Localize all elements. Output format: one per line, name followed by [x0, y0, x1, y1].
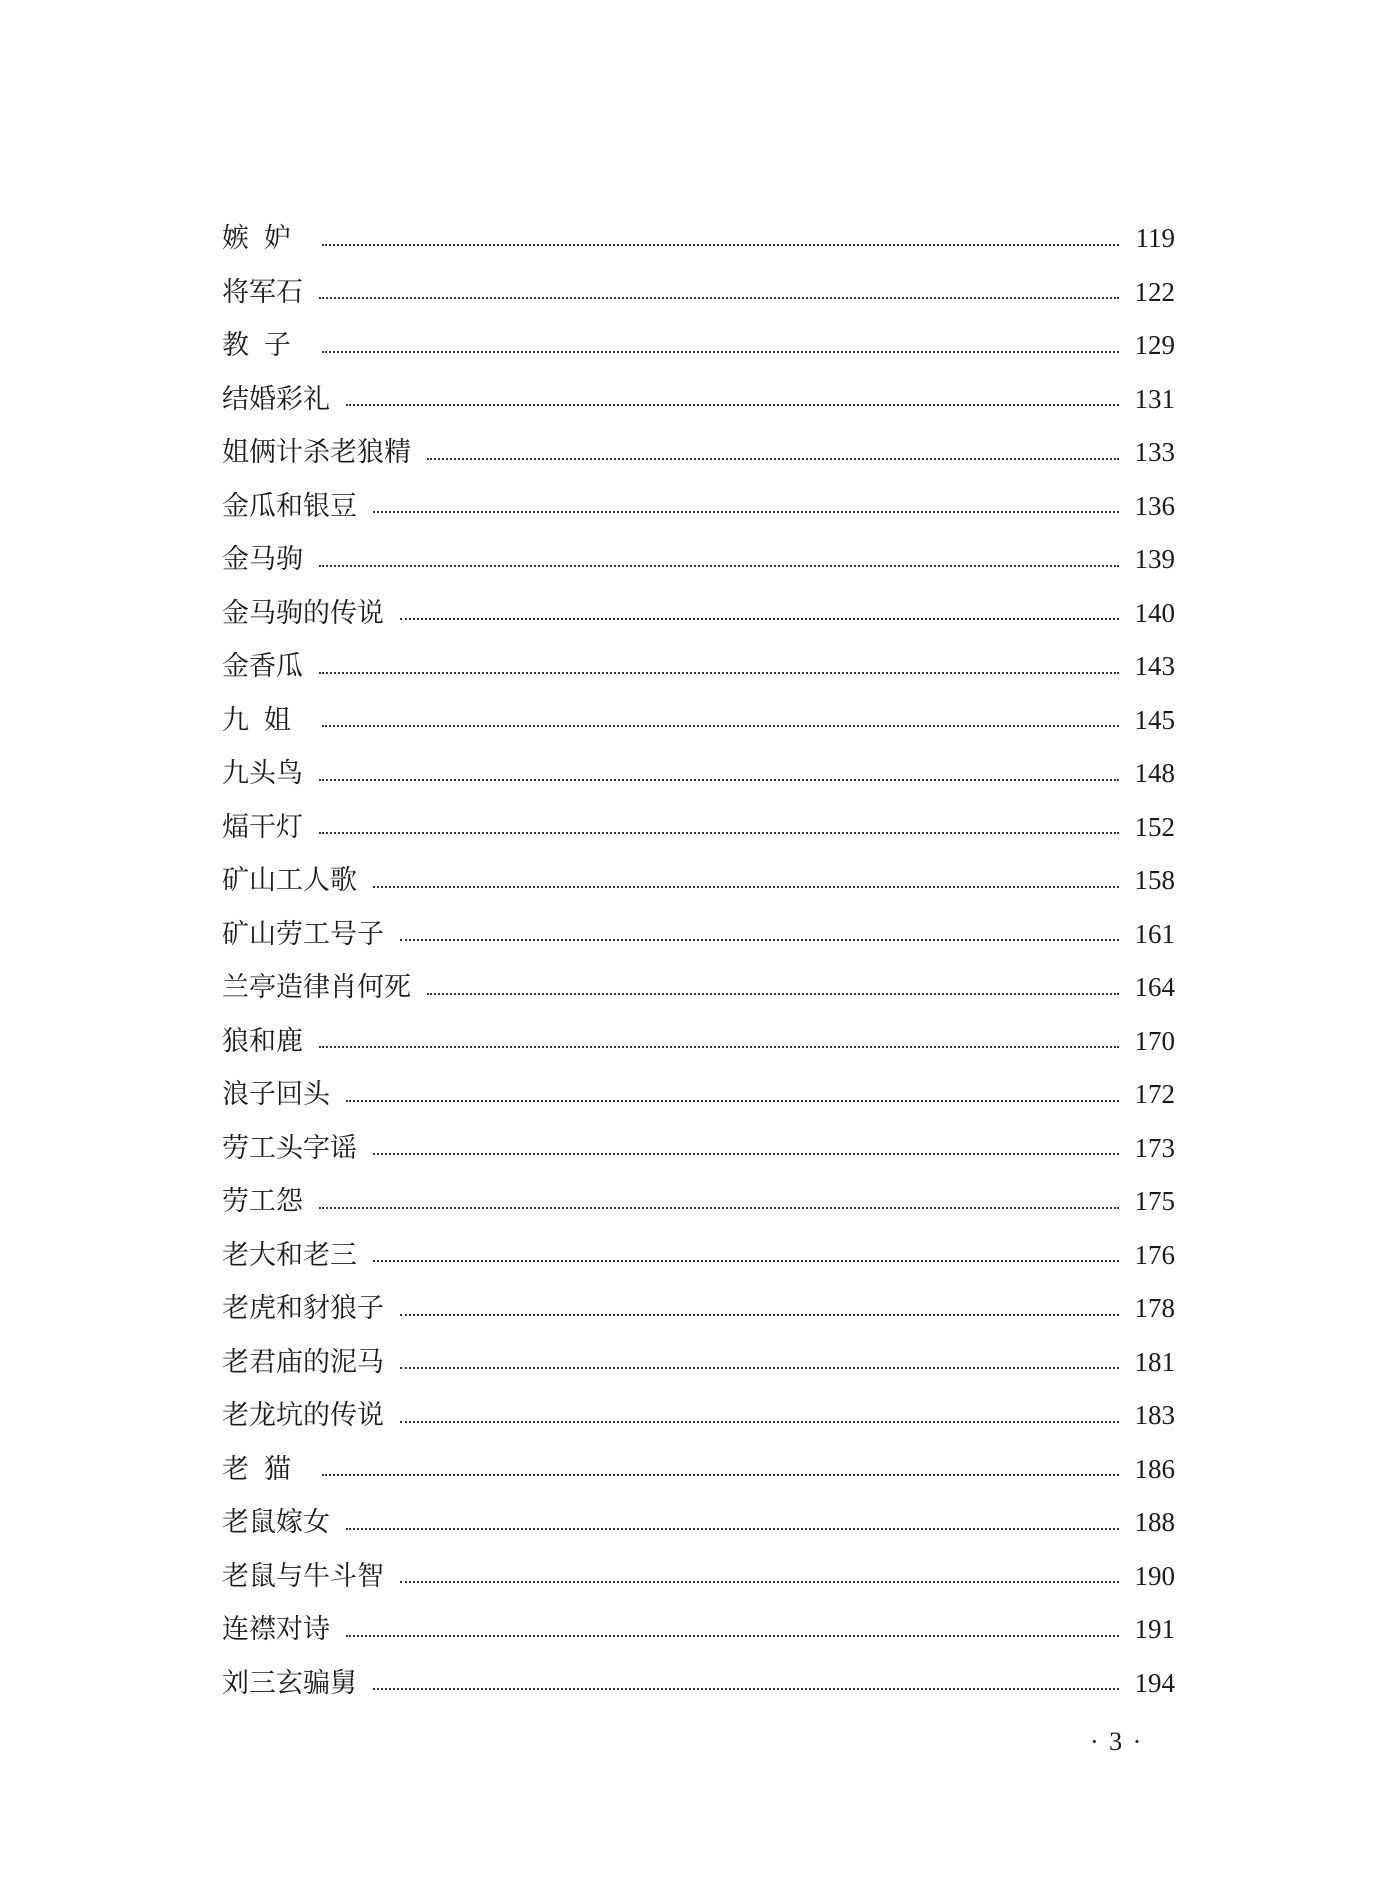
toc-entry[interactable] — [222, 1550, 1175, 1604]
toc-entry[interactable] — [222, 1496, 1175, 1550]
dot-leader — [400, 618, 1119, 620]
entry-page-number: 122 — [1134, 276, 1175, 307]
dot-leader — [322, 244, 1119, 246]
dot-leader — [400, 939, 1119, 941]
dot-leader — [373, 886, 1119, 888]
entry-page-number: 148 — [1134, 758, 1175, 789]
dot-leader — [322, 1474, 1119, 1476]
entry-page-number: 175 — [1134, 1186, 1175, 1217]
toc-entry[interactable] — [222, 1443, 1175, 1497]
toc-entry[interactable] — [222, 961, 1175, 1015]
toc-entry[interactable] — [222, 426, 1175, 480]
entry-page-number: 136 — [1134, 490, 1175, 521]
entry-page-number: 143 — [1134, 651, 1175, 682]
toc-entry[interactable] — [222, 1282, 1175, 1336]
dot-leader — [319, 832, 1119, 834]
entry-title: 教子 — [222, 330, 306, 362]
toc-entry[interactable] — [222, 1657, 1175, 1711]
toc-entry[interactable] — [222, 373, 1175, 427]
entry-title: 老鼠与牛斗智 — [222, 1560, 384, 1592]
toc-entry[interactable] — [222, 801, 1175, 855]
toc-entry[interactable] — [222, 1229, 1175, 1283]
dot-leader — [427, 458, 1119, 460]
toc-entry[interactable] — [222, 319, 1175, 373]
dot-leader — [319, 565, 1119, 567]
dot-leader — [322, 351, 1119, 353]
entry-title: 金马驹 — [222, 544, 303, 576]
toc-entry[interactable] — [222, 1068, 1175, 1122]
entry-title: 刘三玄骗舅 — [222, 1667, 357, 1699]
toc-entry[interactable] — [222, 854, 1175, 908]
toc-entry[interactable] — [222, 1389, 1175, 1443]
entry-title: 老猫 — [222, 1453, 306, 1485]
toc-entry[interactable] — [222, 480, 1175, 534]
entry-title: 姐俩计杀老狼精 — [222, 437, 411, 469]
entry-page-number: 190 — [1134, 1560, 1175, 1591]
dot-leader — [319, 1046, 1119, 1048]
dot-leader — [319, 1207, 1119, 1209]
dot-leader — [319, 779, 1119, 781]
entry-page-number: 158 — [1134, 865, 1175, 896]
entry-page-number: 178 — [1134, 1293, 1175, 1324]
entry-title: 劳工头字谣 — [222, 1132, 357, 1164]
entry-title: 九姐 — [222, 704, 306, 736]
entry-page-number: 133 — [1134, 437, 1175, 468]
entry-page-number: 139 — [1134, 544, 1175, 575]
toc-entry[interactable] — [222, 1603, 1175, 1657]
entry-page-number: 140 — [1134, 597, 1175, 628]
entry-page-number: 191 — [1134, 1614, 1175, 1645]
toc-entry[interactable] — [222, 587, 1175, 641]
entry-page-number: 186 — [1134, 1453, 1175, 1484]
toc-entry[interactable] — [222, 694, 1175, 748]
entry-page-number: 181 — [1134, 1346, 1175, 1377]
entry-page-number: 183 — [1134, 1400, 1175, 1431]
entry-page-number: 194 — [1134, 1667, 1175, 1698]
entry-page-number: 164 — [1134, 972, 1175, 1003]
entry-title: 浪子回头 — [222, 1079, 330, 1111]
entry-title: 矿山工人歌 — [222, 865, 357, 897]
dot-leader — [400, 1367, 1119, 1369]
dot-leader — [400, 1581, 1119, 1583]
entry-title: 老龙坑的传说 — [222, 1400, 384, 1432]
dot-leader — [322, 725, 1119, 727]
toc-entry[interactable] — [222, 908, 1175, 962]
entry-title: 老鼠嫁女 — [222, 1507, 330, 1539]
table-of-contents — [222, 212, 1175, 1710]
entry-page-number: 131 — [1134, 383, 1175, 414]
entry-title: 九头鸟 — [222, 758, 303, 790]
dot-leader — [346, 404, 1119, 406]
entry-page-number: 173 — [1134, 1132, 1175, 1163]
toc-entry[interactable] — [222, 212, 1175, 266]
entry-title: 金瓜和银豆 — [222, 490, 357, 522]
entry-title: 老大和老三 — [222, 1239, 357, 1271]
entry-page-number: 129 — [1134, 330, 1175, 361]
entry-title: 老虎和豺狼子 — [222, 1293, 384, 1325]
entry-title: 嫉妒 — [222, 223, 306, 255]
entry-title: 狼和鹿 — [222, 1025, 303, 1057]
toc-entry[interactable] — [222, 747, 1175, 801]
toc-entry[interactable] — [222, 1175, 1175, 1229]
entry-title: 将军石 — [222, 276, 303, 308]
dot-leader — [346, 1100, 1119, 1102]
dot-leader — [373, 1260, 1119, 1262]
entry-title: 煏干灯 — [222, 811, 303, 843]
toc-entry[interactable] — [222, 1336, 1175, 1390]
dot-leader — [400, 1421, 1119, 1423]
dot-leader — [427, 993, 1119, 995]
entry-title: 矿山劳工号子 — [222, 918, 384, 950]
entry-title: 兰亭造律肖何死 — [222, 972, 411, 1004]
entry-title: 金马驹的传说 — [222, 597, 384, 629]
dot-leader — [373, 511, 1119, 513]
entry-page-number: 161 — [1134, 918, 1175, 949]
dot-leader — [373, 1153, 1119, 1155]
entry-page-number: 145 — [1134, 704, 1175, 735]
entry-title: 金香瓜 — [222, 651, 303, 683]
entry-title: 劳工怨 — [222, 1186, 303, 1218]
toc-entry[interactable] — [222, 1015, 1175, 1069]
entry-page-number: 152 — [1134, 811, 1175, 842]
toc-entry[interactable] — [222, 533, 1175, 587]
entry-title: 结婚彩礼 — [222, 383, 330, 415]
entry-page-number: 172 — [1134, 1079, 1175, 1110]
dot-leader — [346, 1528, 1119, 1530]
entry-title: 老君庙的泥马 — [222, 1346, 384, 1378]
entry-title: 连襟对诗 — [222, 1614, 330, 1646]
dot-leader — [319, 672, 1119, 674]
entry-page-number: 188 — [1134, 1507, 1175, 1538]
entry-page-number: 119 — [1135, 223, 1175, 254]
toc-entry[interactable] — [222, 640, 1175, 694]
toc-entry[interactable] — [222, 266, 1175, 320]
entry-page-number: 176 — [1134, 1239, 1175, 1270]
toc-entry[interactable] — [222, 1122, 1175, 1176]
dot-leader — [346, 1635, 1119, 1637]
page-number: · 3 · — [1090, 1727, 1144, 1756]
entry-page-number: 170 — [1134, 1025, 1175, 1056]
dot-leader — [319, 297, 1119, 299]
dot-leader — [373, 1688, 1119, 1690]
dot-leader — [400, 1314, 1119, 1316]
